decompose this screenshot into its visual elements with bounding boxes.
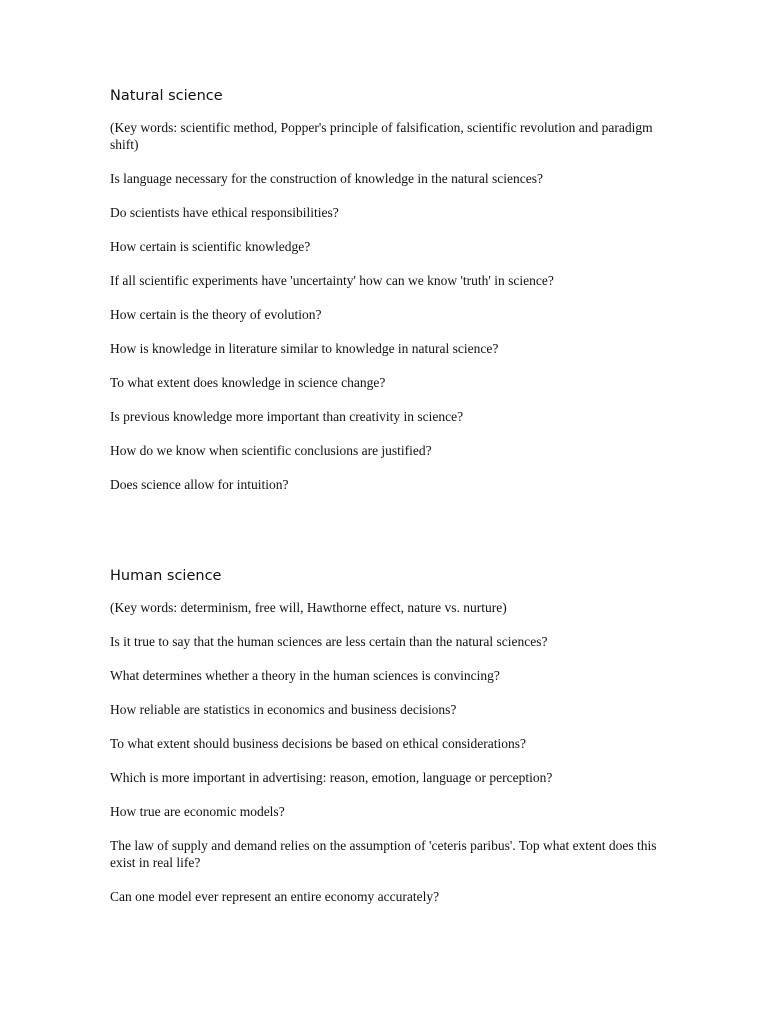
question-paragraph: Can one model ever represent an entire economy accurately? xyxy=(110,889,440,904)
natural-science-section xyxy=(110,86,670,510)
question-paragraph: Does science allow for intuition? xyxy=(110,477,289,492)
question-paragraph: How true are economic models? xyxy=(110,804,285,819)
keywords-paragraph: (Key words: determinism, free will, Hawthorne effect, nature vs. nurture) xyxy=(110,600,507,615)
question-paragraph: How reliable are statistics in economics and business decisions? xyxy=(110,702,457,717)
question-paragraph: If all scientific experiments have 'uncertainty' how can we know 'truth' in science? xyxy=(110,273,554,288)
section-heading: Natural science xyxy=(110,88,223,104)
question-paragraph: How certain is scientific knowledge? xyxy=(110,239,311,254)
question-paragraph: To what extent does knowledge in science change? xyxy=(110,375,386,390)
keywords-paragraph: (Key words: scientific method, Popper's principle of falsification, scientific revolution and paradigm shift) xyxy=(110,120,653,152)
question-paragraph: What determines whether a theory in the human sciences is convincing? xyxy=(110,668,500,683)
question-paragraph: Is it true to say that the human sciences are less certain than the natural sciences? xyxy=(110,634,548,649)
question-paragraph: Do scientists have ethical responsibilities? xyxy=(110,205,339,220)
question-paragraph: Which is more important in advertising: reason, emotion, language or perception? xyxy=(110,770,553,785)
question-paragraph: How certain is the theory of evolution? xyxy=(110,307,322,322)
question-paragraph: How is knowledge in literature similar to knowledge in natural science? xyxy=(110,341,499,356)
question-paragraph: How do we know when scientific conclusions are justified? xyxy=(110,443,432,458)
question-paragraph: The law of supply and demand relies on the assumption of 'ceteris paribus'. Top what extent does this exist in real life? xyxy=(110,838,657,870)
human-science-section xyxy=(110,566,670,922)
section-heading: Human science xyxy=(110,568,222,584)
question-paragraph: Is language necessary for the construction of knowledge in the natural sciences? xyxy=(110,171,543,186)
question-paragraph: Is previous knowledge more important than creativity in science? xyxy=(110,409,464,424)
question-paragraph: To what extent should business decisions be based on ethical considerations? xyxy=(110,736,526,751)
